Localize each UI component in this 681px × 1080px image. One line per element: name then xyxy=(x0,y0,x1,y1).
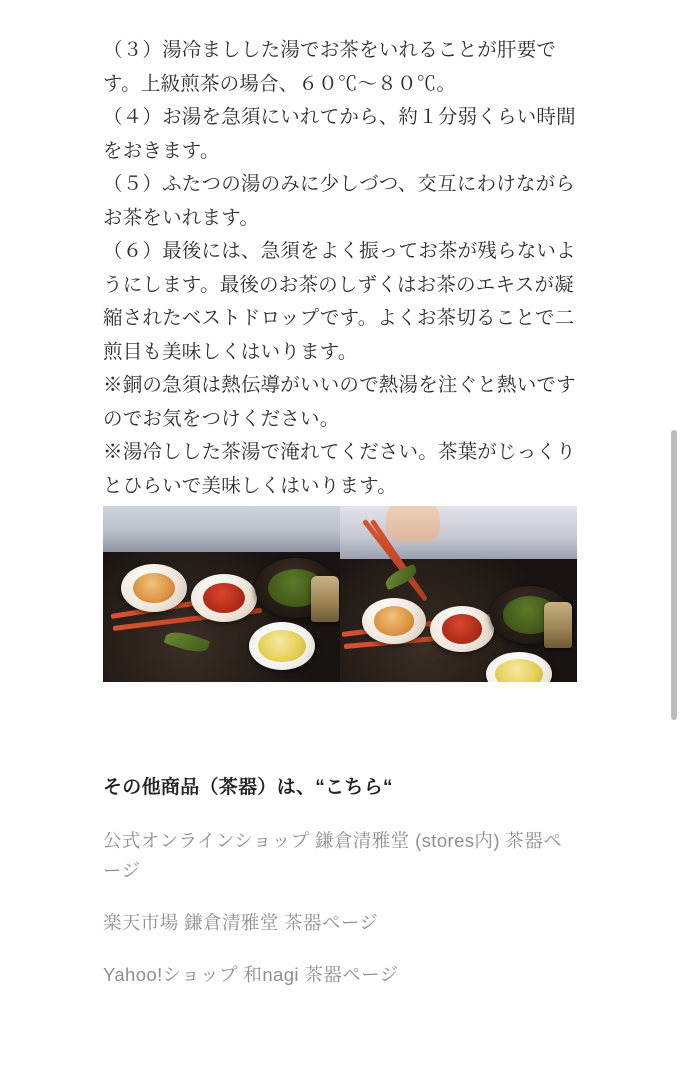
link-official-online-shop[interactable]: 公式オンラインショップ 鎌倉清雅堂 (stores内) 茶器ページ xyxy=(103,830,563,881)
sweets-bowl-white xyxy=(362,598,426,644)
photo-right-panel xyxy=(340,506,577,682)
scrollbar-track[interactable] xyxy=(673,0,679,1080)
link-rakuten-shop[interactable]: 楽天市場 鎌倉清雅堂 茶器ページ xyxy=(103,911,379,933)
scrollbar-thumb[interactable] xyxy=(671,430,677,720)
sweets-bowl-red xyxy=(191,574,257,622)
hand xyxy=(386,506,440,542)
sweets-bowl-white xyxy=(121,564,187,612)
paragraph-5: （５）ふたつの湯のみに少しづつ、交互にわけながらお茶をいれます。 xyxy=(103,173,576,229)
article-body xyxy=(103,34,579,503)
bowl-contents xyxy=(442,614,483,643)
tea-caddy xyxy=(311,576,339,622)
page-top-edge xyxy=(0,0,681,2)
tea-liquid xyxy=(258,630,306,663)
bowl-contents xyxy=(374,606,415,635)
paragraph-3: （３）湯冷ましした湯でお茶をいれることが肝要です。上級煎茶の場合、６０℃〜８０℃。 xyxy=(103,39,557,95)
bowl-contents xyxy=(203,583,245,614)
tea-service-photo xyxy=(103,506,577,682)
bowl-contents xyxy=(133,573,175,604)
photo-left-panel xyxy=(103,506,340,682)
note-copper-kyusu: ※銅の急須は熱伝導がいいので熱湯を注ぐと熱いですのでお気をつけください。 xyxy=(103,374,576,430)
note-cooled-water: ※湯冷しした茶湯で淹れてください。茶葉がじっくりとひらいで美味しくはいります。 xyxy=(103,441,576,497)
paragraph-6: （６）最後には、急須をよく振ってお茶が残らないようにします。最後のお茶のしずくはお茶のエキスが凝縮されたベストドロップです。よくお茶切ることで二煎目も美味しくはいります。 xyxy=(103,240,576,363)
related-links-list xyxy=(103,826,581,990)
tea-caddy xyxy=(544,602,572,648)
tea-liquid xyxy=(495,659,543,682)
section-heading: その他商品（茶器）は、“こちら“ xyxy=(103,777,393,798)
table-cloth xyxy=(103,506,340,552)
teacup-with-tea xyxy=(249,622,315,670)
paragraph-4: （４）お湯を急須にいれてから、約１分弱くらい時間をおきます。 xyxy=(103,106,576,162)
sweets-bowl-red xyxy=(430,606,494,652)
link-yahoo-shop[interactable]: Yahoo!ショップ 和nagi 茶器ページ xyxy=(103,963,399,985)
